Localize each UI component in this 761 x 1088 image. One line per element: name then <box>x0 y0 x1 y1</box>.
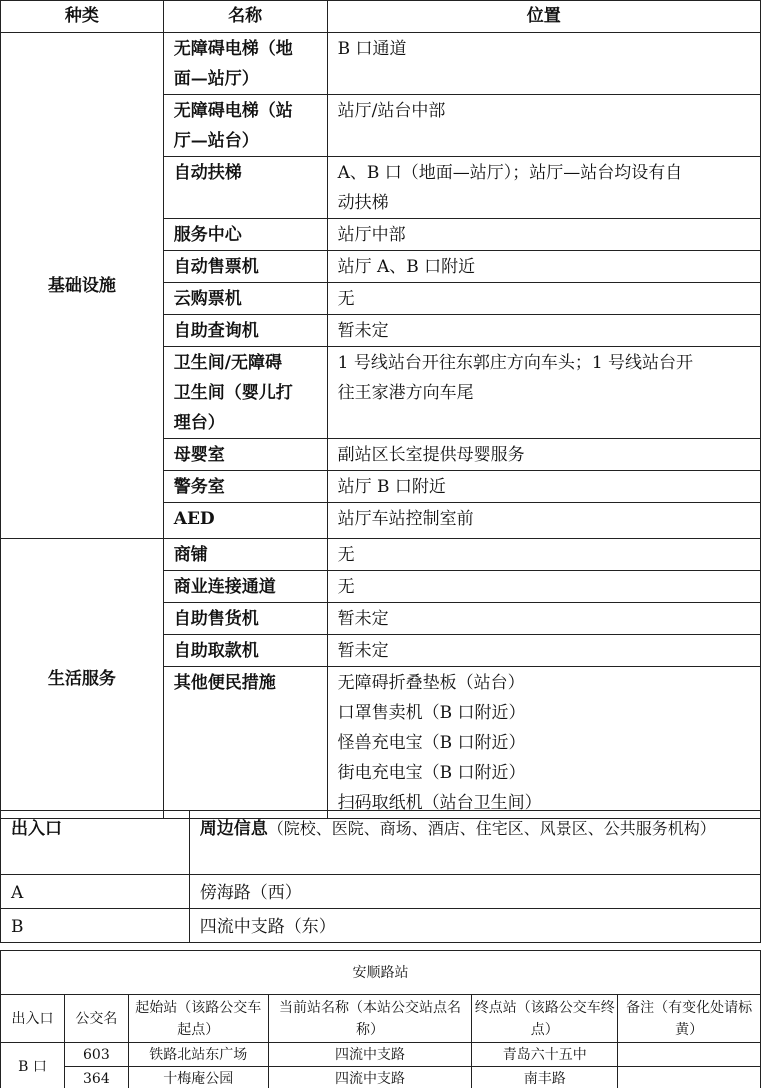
facility-name-line: 无障碍电梯（站 <box>173 101 293 121</box>
facility-position <box>327 347 760 439</box>
facility-position-line: 往王家港方向车尾 <box>337 383 474 403</box>
bus-start: 铁路北站东广场 <box>128 1043 268 1067</box>
header-category: 种类 <box>1 1 164 33</box>
exit-label: A <box>1 875 190 909</box>
bus-line: 603 <box>64 1043 128 1067</box>
facility-name <box>163 667 327 819</box>
facility-name <box>163 219 327 251</box>
facility-position-line: 站厅/站台中部 <box>337 101 446 121</box>
facility-name-line: 理台） <box>173 413 225 433</box>
facility-name-line: 服务中心 <box>173 225 242 245</box>
facility-position-line: 动扶梯 <box>337 193 389 213</box>
bus-header-line: 公交名 <box>64 995 128 1043</box>
facility-position-line: 无 <box>337 545 355 565</box>
facility-position-line: 口罩售卖机（B 口附近） <box>337 703 526 723</box>
facility-position-line: 站厅中部 <box>337 225 406 245</box>
facility-position-line: 副站区长室提供母婴服务 <box>337 445 525 465</box>
facility-position <box>327 471 760 503</box>
exit-info: 四流中支路（东） <box>189 909 760 943</box>
bus-header-current: 当前站名称（本站公交站点名称） <box>268 995 472 1043</box>
facility-name-line: 卫生间/无障碍 <box>173 353 282 373</box>
facility-name <box>163 571 327 603</box>
facility-position <box>327 667 760 819</box>
facility-name <box>163 283 327 315</box>
facility-position <box>327 33 760 95</box>
facility-name <box>163 33 327 95</box>
facility-name-line: 其他便民措施 <box>173 673 276 693</box>
facility-name-line: 自动扶梯 <box>173 163 242 183</box>
facility-position <box>327 219 760 251</box>
facility-name <box>163 471 327 503</box>
exit-label: B <box>1 909 190 943</box>
exit-row <box>1 909 761 943</box>
bus-header-end: 终点站（该路公交车终点） <box>472 995 618 1043</box>
facility-name-line: 自助取款机 <box>173 641 259 661</box>
header-position: 位置 <box>327 1 760 33</box>
bus-header-note: 备注（有变化处请标黄） <box>618 995 761 1043</box>
facility-position-line: 站厅车站控制室前 <box>337 509 474 529</box>
bus-note <box>618 1043 761 1067</box>
exits-header-row <box>1 811 761 875</box>
facility-name <box>163 439 327 471</box>
facility-position-line: 无 <box>337 577 355 597</box>
exits-table <box>0 810 761 943</box>
facility-position <box>327 315 760 347</box>
facility-position-line: 1 号线站台开往东郭庄方向车头；1 号线站台开 <box>337 353 694 373</box>
facility-position <box>327 503 760 539</box>
facility-row <box>1 33 761 95</box>
facility-name-line: 厅—站台） <box>173 131 259 151</box>
facility-name-line: 云购票机 <box>173 289 242 309</box>
exit-info: 傍海路（西） <box>189 875 760 909</box>
facility-position <box>327 251 760 283</box>
bus-exit: B 口 <box>1 1043 65 1088</box>
facility-position-line: 扫码取纸机（站台卫生间） <box>337 793 542 813</box>
facility-name-line: 商业连接通道 <box>173 577 276 597</box>
facility-position <box>327 539 760 571</box>
facility-name-line: 卫生间（婴儿打 <box>173 383 293 403</box>
facility-name <box>163 157 327 219</box>
bus-table <box>0 950 761 1088</box>
bus-current: 四流中支路 <box>268 1043 472 1067</box>
bus-end: 南丰路 <box>472 1067 618 1088</box>
facility-name-line: 商铺 <box>173 545 208 565</box>
facility-position-line: 站厅 A、B 口附近 <box>337 257 476 277</box>
facility-position-line: A、B 口（地面—站厅）；站厅—站台均设有自 <box>337 163 683 183</box>
bus-title-row <box>1 951 761 995</box>
facility-row <box>1 539 761 571</box>
facility-position-line: 暂未定 <box>337 641 389 661</box>
exits-header-exit: 出入口 <box>1 811 190 875</box>
facility-position <box>327 439 760 471</box>
facility-name <box>163 95 327 157</box>
facility-position-line: 站厅 B 口附近 <box>337 477 446 497</box>
facilities-header-row <box>1 1 761 33</box>
exits-header-info <box>189 811 760 875</box>
bus-line: 364 <box>64 1067 128 1088</box>
bus-row <box>1 1043 761 1067</box>
facility-name-line: 警务室 <box>173 477 225 497</box>
facility-category: 基础设施 <box>1 33 164 539</box>
facility-name-line: 面—站厅） <box>173 69 259 89</box>
bus-header-row <box>1 995 761 1043</box>
facility-position <box>327 635 760 667</box>
facility-position <box>327 157 760 219</box>
bus-end: 青岛六十五中 <box>472 1043 618 1067</box>
facility-position <box>327 571 760 603</box>
facility-name-line: 母婴室 <box>173 445 225 465</box>
station-title: 安顺路站 <box>1 951 761 995</box>
facility-category: 生活服务 <box>1 539 164 819</box>
facility-position-line: B 口通道 <box>337 39 407 59</box>
bus-row <box>1 1067 761 1088</box>
header-name: 名称 <box>163 1 327 33</box>
bus-current: 四流中支路 <box>268 1067 472 1088</box>
facility-name <box>163 251 327 283</box>
facility-position-line: 无障碍折叠垫板（站台） <box>337 673 525 693</box>
facility-name <box>163 315 327 347</box>
exit-row <box>1 875 761 909</box>
exits-header-info-detail: （院校、医院、商场、酒店、住宅区、风景区、公共服务机构） <box>267 819 716 838</box>
bus-start: 十梅庵公园 <box>128 1067 268 1088</box>
facility-position-line: 街电充电宝（B 口附近） <box>337 763 526 783</box>
facility-name <box>163 347 327 439</box>
facility-name <box>163 539 327 571</box>
facility-position-line: 怪兽充电宝（B 口附近） <box>337 733 526 753</box>
facility-name-line: 自动售票机 <box>173 257 259 277</box>
facility-name <box>163 635 327 667</box>
facility-name-line: AED <box>173 509 215 529</box>
facility-position-line: 暂未定 <box>337 609 389 629</box>
facility-name-line: 自助查询机 <box>173 321 259 341</box>
bus-header-start: 起始站（该路公交车起点） <box>128 995 268 1043</box>
facility-name-line: 无障碍电梯（地 <box>173 39 293 59</box>
facility-name <box>163 503 327 539</box>
bus-note <box>618 1067 761 1088</box>
facility-position-line: 无 <box>337 289 355 309</box>
exits-header-info-title: 周边信息 <box>199 819 268 839</box>
facility-position <box>327 603 760 635</box>
facility-name-line: 自助售货机 <box>173 609 259 629</box>
facility-name <box>163 603 327 635</box>
facility-position <box>327 283 760 315</box>
facility-position-line: 暂未定 <box>337 321 389 341</box>
bus-header-exit: 出入口 <box>1 995 65 1043</box>
facility-position <box>327 95 760 157</box>
